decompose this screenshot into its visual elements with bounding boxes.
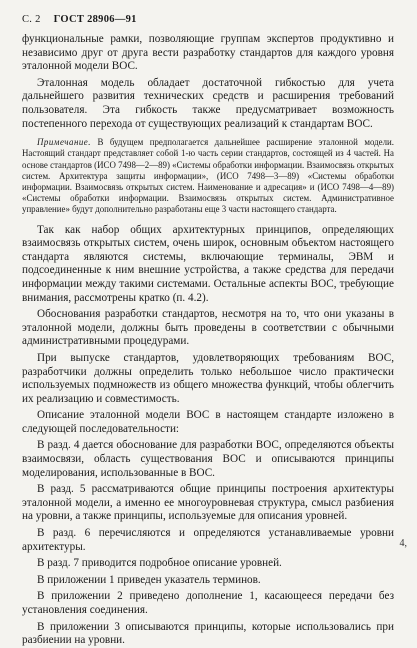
page-number: С. 2 [22,14,41,25]
note-text: В будущем предполагается дальнейшее расширение эталонной модели. Настоящий стандарт представляет собой 1-ю часть серии стандартов, состоящей из 4 частей. На основе стандартов (ИСО 7498—2—89) «Системы обработки информации. Взаимосвязь открытых систем. Архитектура защиты информации», (ИСО 7498—3—89) «Системы обработки информации. Взаимосвязь открытых систем. Наименование и адресация» и (ИСО 7498—4—89) «Системы обработки информации. Взаимосвязь открытых систем. Административное управление» будут дополнительно разработаны еще 3 части настоящего стандарта. [22,137,394,215]
note-lead: Примечание. [37,137,91,148]
paragraph: В приложении 1 приведен указатель терминов. [37,573,261,586]
paragraph: В разд. 7 приводится подробное описание уровней. [37,557,282,570]
paragraph: В приложении 3 описываются принципы, которые использовались при разбиении на уровни. [22,620,394,647]
paragraph: Эталонная модель обладает достаточной гибкостью для учета дальнейшего развития технических средств и расширения требований пользователя. Эта гибкость также предусматривает возможность постепенного перехода от существующих реализаций к стандартам ВОС. [22,76,394,130]
margin-mark: 4, [399,538,407,549]
paragraph: В разд. 4 дается обоснование для разработки ВОС, определяются объекты взаимосвязи, область существования ВОС и описываются принципы моделирования, использованные в ВОС. [22,439,394,479]
paragraph: функциональные рамки, позволяющие группам экспертов продуктивно и независимо друг от друга вести разработку стандартов для каждого уровня эталонной модели ВОС. [22,33,394,73]
standard-number: ГОСТ 28906—91 [53,14,137,25]
paragraph: В разд. 6 перечисляются и определяются устанавливаемые уровни архитектуры. [22,527,394,553]
paragraph: Так как набор общих архитектурных принципов, определяющих взаимосвязь открытых систем, очень широк, основным объектом настоящего стандарта являются системы, включающие терминалы, ЭВМ и подсоединенные к ним внешние устройства, а также средства для передачи информации между такими системами. Остальные аспекты ВОС, требующие внимания, рассмотрены кратко (п. 4.2). [22,223,394,304]
page-header [22,14,394,25]
paragraph: Обоснования разработки стандартов, несмотря на то, что они указаны в эталонной модели, должны быть проведены в соответствии с обычными административными процедурами. [22,308,394,348]
paragraph: При выпуске стандартов, удовлетворяющих требованиям ВОС, разработчики должны определить только небольшое число практически используемых подмножеств из общего множества функций, чтобы облегчить их реализацию и совместимость. [22,351,394,405]
paragraph: В разд. 5 рассматриваются общие принципы построения архитектуры эталонной модели, а именно ее многоуровневая структура, смысл разбиения на уровни, а также принципы, используемые для описания уровней. [22,483,394,523]
paragraph: В приложении 2 приведено дополнение 1, касающееся передачи без установления соединения. [22,590,394,617]
note-block [22,137,394,215]
paragraph: Описание эталонной модели ВОС в настоящем стандарте изложено в следующей последовательности: [22,409,394,435]
